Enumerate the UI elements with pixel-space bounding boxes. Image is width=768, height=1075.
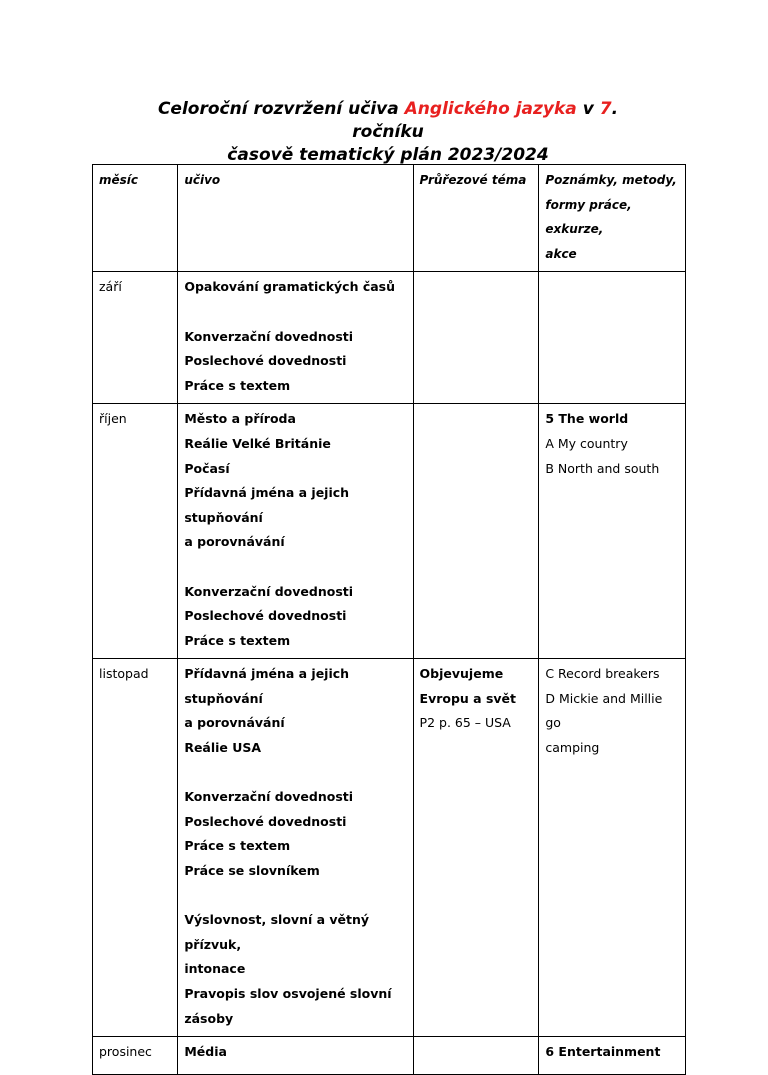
cell-cross [413, 404, 539, 659]
cell-notes: 6 Entertainment [539, 1037, 686, 1075]
page-title [92, 98, 684, 167]
table-body [93, 272, 686, 1075]
cell-notes: C Record breakers D Mickie and Millie go camping [539, 659, 686, 1037]
title-line2: ročníku [352, 122, 424, 142]
title-subject: Anglického jazyka [404, 99, 577, 119]
cell-notes: 5 The world A My country B North and south [539, 404, 686, 659]
cell-topic: Město a příroda Reálie Velké Británie Počasí Přídavná jména a jejich stupňování a porovnávání Konverzační dovednosti Poslechové dovednosti Práce s textem [178, 404, 413, 659]
curriculum-table [92, 164, 686, 1075]
title-period: . [611, 99, 619, 119]
table-header-row [93, 165, 686, 272]
cell-topic: Přídavná jména a jejich stupňování a porovnávání Reálie USA Konverzační dovednosti Poslechové dovednosti Práce s textem Práce se slovníkem Výslovnost, slovní a větný přízvuk, intonace Pravopis slov osvojené slovní zásoby [178, 659, 413, 1037]
header-topic: učivo [178, 165, 413, 272]
table-row [93, 1037, 686, 1075]
cell-cross [413, 272, 539, 404]
table-row [93, 404, 686, 659]
header-cross: Průřezové téma [413, 165, 539, 272]
title-line3: časově tematický plán 2023/2024 [227, 145, 549, 165]
cell-topic: Opakování gramatických časů Konverzační dovednosti Poslechové dovednosti Práce s textem [178, 272, 413, 404]
title-text-v: v [576, 99, 600, 119]
header-notes: Poznámky, metody, formy práce, exkurze, akce [539, 165, 686, 272]
cell-month: listopad [93, 659, 178, 1037]
cell-cross [413, 1037, 539, 1075]
header-month: měsíc [93, 165, 178, 272]
cell-month: prosinec [93, 1037, 178, 1075]
cell-notes [539, 272, 686, 404]
cell-topic: Média [178, 1037, 413, 1075]
table-row [93, 272, 686, 404]
cell-month: říjen [93, 404, 178, 659]
title-text: Celoroční rozvržení učiva [157, 99, 405, 119]
title-grade: 7 [599, 99, 612, 119]
table-row [93, 659, 686, 1037]
cell-cross: Objevujeme Evropu a svět P2 p. 65 – USA [413, 659, 539, 1037]
cell-month: září [93, 272, 178, 404]
